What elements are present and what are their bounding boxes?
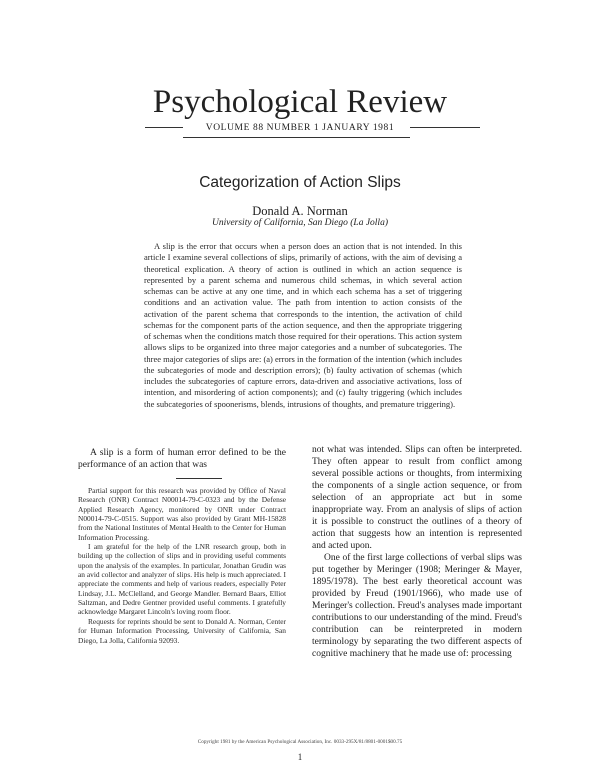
- body-right-column: [312, 444, 522, 660]
- footnote-divider: [176, 478, 222, 479]
- copyright-notice: Copyright 1981 by the American Psychological Association, Inc. 0033-295X/81/8801-0001$00.75: [197, 739, 403, 745]
- abstract-text: A slip is the error that occurs when a person does an action that is not intended. In this article I examine several collections of slips, primarily of actions, with the aim of devising a theoretical explication. A theory of action is outlined in which an action sequence is represented by a parent schema and numerous child schemas, in which several action schemas can be active at any one time, and in which each schema has a set of triggering conditions and an activation value. The path from intention to action consists of the activation of the parent schema that corresponds to the intention, the activation of child schemas for the component parts of the action sequence, and then the appropriate triggering of schemas when the conditions match those required for their operations. This action system allows slips to be organized into three major categories and a number of subcategories. The three major categories of slips are: (a) errors in the formation of the intention (which includes the subcategories of mode and description errors); (b) faulty activation of schemas (which includes the subcategories of capture errors, data-driven and associative activations, loss of intention, and misordering of action components); and (c) faulty triggering (which includes the subcategories of spoonerisms, blends, intrusions of thoughts, and premature triggering).: [144, 241, 462, 409]
- footnote-funding: Partial support for this research was provided by Office of Naval Research (ONR) Contract N00014-79-C-0323 and by the Defense Applied Research Agency, monitored by ONR under Contract N00014-79-C-0515. Support was also provided by Grant MH-15828 from the National Institutes of Mental Health to the Center for Human Information Processing.: [78, 486, 286, 542]
- author-name: Donald A. Norman: [252, 204, 348, 218]
- footnotes: [78, 486, 286, 645]
- page-number: 1: [297, 752, 303, 762]
- abstract: [144, 241, 462, 410]
- footnote-acknowledgments: I am grateful for the help of the LNR research group, both in building up the collection of slips and in providing useful comments upon the analysis of the examples. In particular, Jonathan Grudin was an avid collector and analyzer of slips. His help is much appreciated. I appreciate the comments and help of various readers, especially Peter Lindsay, J.L. McClelland, and George Mandler. Bernard Baars, Elliot Saltzman, and Dedre Gentner provided useful comments. I gratefully acknowledge Margaret Lincoln's loving room floor.: [78, 542, 286, 617]
- intro-paragraph: A slip is a form of human error defined to be the performance of an action that was: [78, 448, 286, 470]
- masthead-rule-full: [183, 137, 410, 138]
- body-left-column: [78, 447, 286, 471]
- body-paragraph: not what was intended. Slips can often be interpreted. They often appear to result from conflict among several possible actions or thoughts, from intermixing the components of a single action sequence, or from selection of an appropriate act but in some inappropriate way. From an analysis of slips of action it is possible to construct the outlines of a theory of action that suggests how an intention is represented and acted upon.: [312, 445, 522, 551]
- author-affiliation: University of California, San Diego (La Jolla): [211, 218, 388, 228]
- volume-issue-line: VOLUME 88 NUMBER 1 JANUARY 1981: [205, 123, 395, 133]
- footnote-reprints: Requests for reprints should be sent to Donald A. Norman, Center for Human Information Processing, University of California, San Diego, La Jolla, California 92093.: [78, 616, 286, 645]
- body-paragraph: One of the first large collections of verbal slips was put together by Meringer (1908; Meringer & Mayer, 1895/1978). The best early theoretical account was provided by Freud (1901/1966), who made use of Meringer's collection. Freud's analyses made important contributions to our understanding of the mind. Freud's contribution can be reinterpreted in modern terminology by separating the two different aspects of cognitive machinery that he made use of: processing: [312, 553, 522, 659]
- journal-title: Psychological Review: [152, 84, 448, 120]
- article-title: Categorization of Action Slips: [199, 174, 401, 191]
